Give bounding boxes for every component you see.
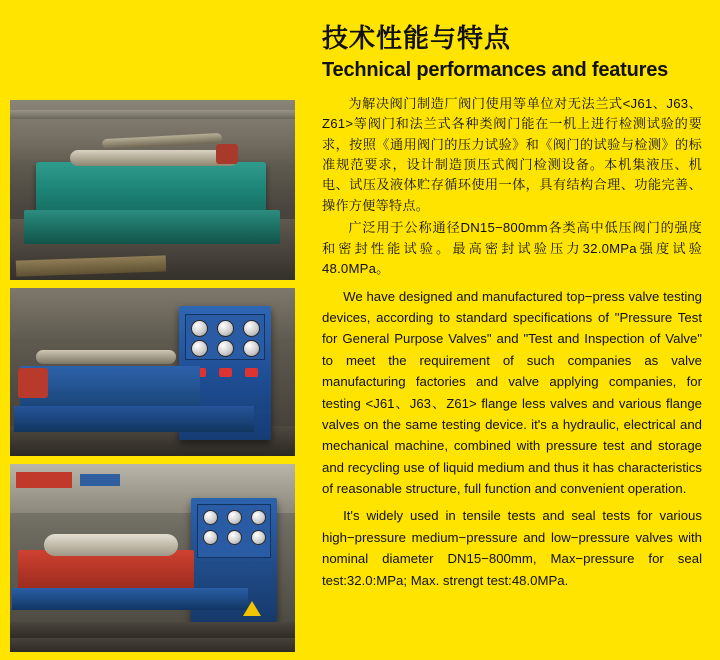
pressure-gauge-icon	[217, 320, 234, 337]
pressure-gauge-icon	[227, 530, 242, 545]
paragraph-en-2: It's widely used in tensile tests and seal tests for various high−pressure medium−pressure and low−pressure valves with nominal diameter DN15−800mm, Max−pressure for seal test:32.0:MPa; Max. strengt test:48.0MPa.	[322, 508, 702, 588]
pressure-gauge-icon	[227, 510, 242, 525]
ceiling-pipe	[10, 110, 295, 119]
machine-base	[24, 210, 280, 244]
machine-base	[10, 622, 295, 638]
machine-roller	[70, 150, 238, 166]
warning-triangle-icon	[243, 601, 261, 616]
image-column	[10, 100, 295, 660]
paragraph-cn-1: 为解决阀门制造厂阀门使用等单位对无法兰式<J61、J63、Z61>等阀门和法兰式各种类阀门能在一机上进行检测试验的要求，按照《通用阀门的压力试验》和《阀门的试验与检测》的标准规范要求，设计制造顶压式阀门检测设备。本机集液压、机电、试压及液体贮存循环使用一体，具有结构合理、功能完善、操作方便等特点。	[322, 95, 702, 213]
pressure-gauge-icon	[217, 340, 234, 357]
page-title-cn: 技术性能与特点	[322, 23, 512, 53]
photo-red-blue-machine	[10, 464, 295, 652]
paragraph-cn-2: 广泛用于公称通径DN15−800mm各类高中低压阀门的强度和密封性能试验。最高密封试验压力32.0MPa强度试验48.0MPa。	[322, 220, 702, 277]
pressure-gauge-icon	[203, 510, 218, 525]
street-sign	[16, 472, 72, 488]
photo-green-machine	[10, 100, 295, 280]
pressure-gauge-icon	[203, 530, 218, 545]
paragraph-en-1: We have designed and manufactured top−press valve testing devices, according to standard specifications of "Pressure Test for General Purpose Valves" and "Test and Inspection of Valve" to meet the requirement of such companies as valve manufacturing factories and valve applying companies, for testing <J61、J63、Z61> flange less valves and various flange valves on the same testing device. it's a hydraulic, electrical and mechanical machine, combined with pressure test and storage and recycling use of liquid medium and thus it has characteristics of reasonable structure, full function and convenient operation.	[322, 288, 702, 497]
machine-bed	[14, 406, 254, 432]
machine-red-part	[216, 144, 238, 164]
pressure-gauge-icon	[243, 320, 260, 337]
street-sign	[80, 474, 120, 486]
machine-body	[18, 550, 194, 590]
machine-red-part	[18, 368, 48, 398]
machine-arm	[36, 350, 176, 364]
emergency-button-icon	[219, 368, 232, 377]
machine-cylinder	[44, 534, 178, 556]
page-title-en: Technical performances and features	[322, 58, 669, 81]
emergency-button-icon	[245, 368, 258, 377]
machine-bed	[12, 588, 248, 610]
photo-blue-machine	[10, 288, 295, 456]
text-column	[322, 24, 702, 591]
pressure-gauge-icon	[251, 530, 266, 545]
pressure-gauge-icon	[251, 510, 266, 525]
pressure-gauge-icon	[191, 340, 208, 357]
pressure-gauge-icon	[243, 340, 260, 357]
pressure-gauge-icon	[191, 320, 208, 337]
